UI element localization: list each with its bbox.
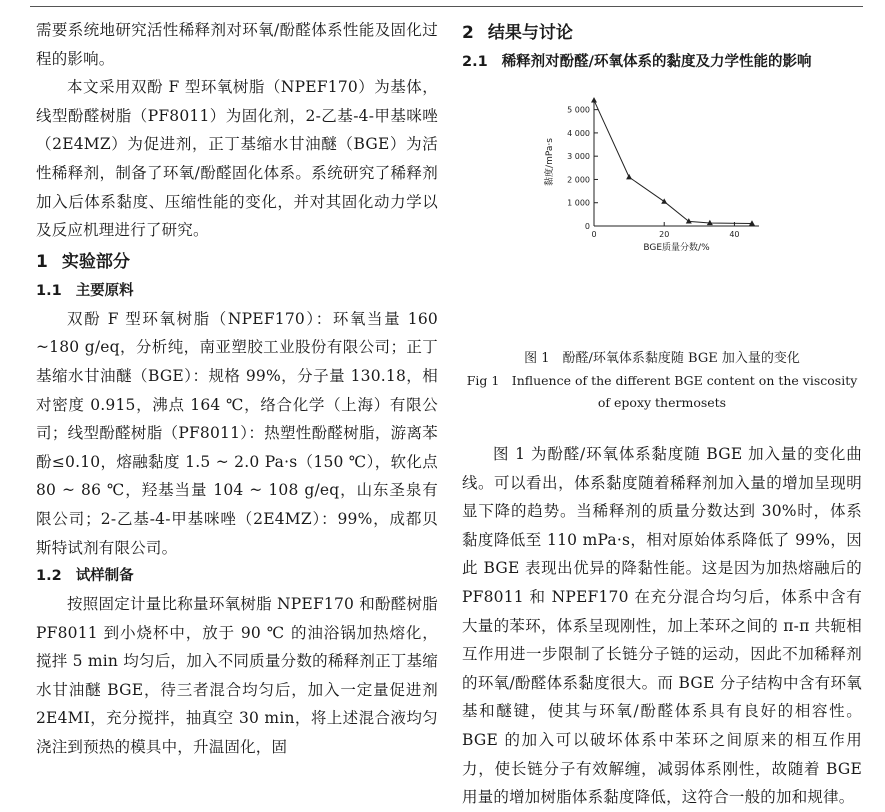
x-tick-label: 20 xyxy=(659,230,670,239)
section-heading-1-1 xyxy=(36,277,438,305)
data-point xyxy=(686,218,692,223)
viscosity-chart xyxy=(522,80,762,270)
x-axis-label: BGE质量分数/% xyxy=(643,243,710,253)
section-title: 结果与讨论 xyxy=(487,23,573,43)
section-title: 试样制备 xyxy=(75,568,134,585)
data-point xyxy=(661,198,667,203)
y-axis-label: 黏度/mPa·s xyxy=(545,138,555,186)
paragraph-materials: 双酚 F 型环氧树脂（NPEF170）：环氧当量 160 ~180 g/eq，分析纯，南亚塑胶工业股份有限公司；正丁基缩水甘油醚（BGE）：规格 99%，分子量 130.18，相对密度 0.915，沸点 164 ℃，络合化学（上海）有限公司；线型酚醛树脂（PF8011）：热塑性酚醛树脂，游离苯酚≤0.10，熔融黏度 1.5 ~ 2.0 Pa·s（150 ℃），软化点 80 ~ 86 ℃，羟基当量 104 ~ 108 g/eq，山东圣泉有限公司；2-乙基-4-甲基咪唑（2E4MZ）：99%，成都贝斯特试剂有限公司。 xyxy=(36,309,438,557)
x-tick-label: 0 xyxy=(591,230,597,239)
data-point xyxy=(626,174,632,179)
y-tick-label: 3 000 xyxy=(567,152,590,162)
paragraph-intro-end: 需要系统地研究活性稀释剂对环氧/酚醛体系性能及固化过程的影响。 xyxy=(36,21,438,68)
figure-caption-cn: 图 1 酚醛/环氧体系黏度随 BGE 加入量的变化 xyxy=(524,351,800,366)
section-title: 稀释剂对酚醛/环氧体系的黏度及力学性能的影响 xyxy=(501,54,812,70)
section-heading-1 xyxy=(36,247,438,277)
y-tick-label: 4 000 xyxy=(567,128,590,138)
y-tick-label: 1 000 xyxy=(567,198,590,208)
data-point xyxy=(591,97,597,102)
section-heading-2-1 xyxy=(462,48,862,76)
section-number: 2.1 xyxy=(462,54,488,70)
section-heading-2 xyxy=(462,18,862,48)
section-title: 实验部分 xyxy=(61,251,130,272)
paragraph-results: 图 1 为酚醛/环氧体系黏度随 BGE 加入量的变化曲线。可以看出，体系黏度随着稀释剂加入量的增加呈现明显下降的趋势。当稀释剂的质量分数达到 30%时，体系黏度降低至 110 mPa·s，相对原始体系降低了 99%，因此 BGE 表现出优异的降黏性能。这是因为加热熔融后的 PF8011 和 NPEF170 在充分混合均匀后，体系中含有大量的苯环，体系呈现刚性，加上苯环之间的 π-π 共轭相互作用进一步限制了长链分子链的运动，因此不加稀释剂的环氧/酚醛体系黏度很大。而 BGE 分子结构中含有环氧基和醚键，使其与环氧/酚醛体系具有良好的相容性。BGE 的加入可以破坏体系中苯环之间原来的相互作用力，使长链分子有效解缠，减弱体系刚性，故随着 BGE 用量的增加树脂体系黏度降低，这符合一般的加和规律。 xyxy=(462,445,862,807)
right-column xyxy=(462,16,862,812)
figure-1 xyxy=(462,76,862,348)
section-number: 2 xyxy=(462,23,474,43)
figure-caption xyxy=(462,348,862,414)
series-line xyxy=(594,100,752,223)
paragraph-objective: 本文采用双酚 F 型环氧树脂（NPEF170）为基体，线型酚醛树脂（PF8011）为固化剂，2-乙基-4-甲基咪唑（2E4MZ）为促进剂，正丁基缩水甘油醚（BGE）为活性稀释剂，制备了环氧/酚醛固化体系。系统研究了稀释剂加入后体系黏度、压缩性能的变化，并对其固化动力学以及反应机理进行了研究。 xyxy=(36,78,438,240)
top-rule xyxy=(30,6,863,7)
figure-caption-en: Fig 1 Influence of the different BGE content on the viscosity of epoxy thermosets xyxy=(466,373,858,410)
section-number: 1.1 xyxy=(36,282,62,299)
paragraph-preparation: 按照固定计量比称量环氧树脂 NPEF170 和酚醛树脂 PF8011 到小烧杯中，放于 90 ℃ 的油浴锅加热熔化，搅拌 5 min 均匀后，加入不同质量分数的稀释剂正丁基缩水甘油醚 BGE，待三者混合均匀后，加入一定量促进剂 2E4MI，充分搅拌，抽真空 30 min，将上述混合液均匀浇注到预热的模具中，升温固化，固 xyxy=(36,595,438,757)
section-number: 1 xyxy=(36,251,48,272)
y-tick-label: 2 000 xyxy=(567,175,590,185)
x-tick-label: 40 xyxy=(729,230,740,239)
left-column xyxy=(36,16,438,762)
y-tick-label: 5 000 xyxy=(567,105,590,115)
section-title: 主要原料 xyxy=(75,282,134,299)
section-heading-1-2 xyxy=(36,562,438,590)
y-tick-label: 0 xyxy=(584,222,590,231)
section-number: 1.2 xyxy=(36,568,62,585)
